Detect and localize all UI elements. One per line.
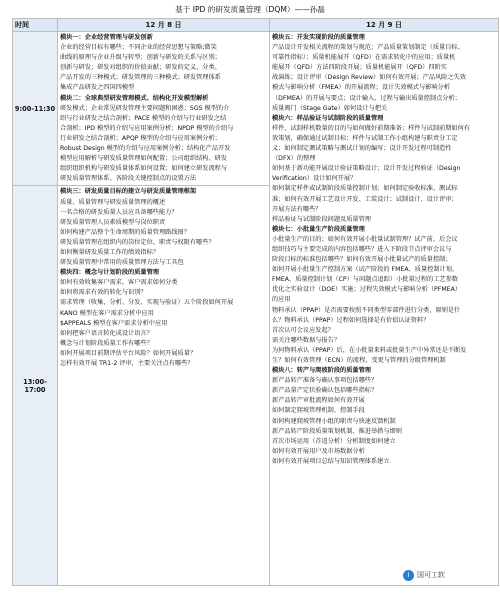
module-heading: 模块八：转产与爬坡阶段的质量管理 <box>272 367 371 375</box>
module-heading: 模块六：样品验证与试制阶段的质量管理 <box>272 114 384 122</box>
list-item: 模型应用解析与研发质量管理如何配置；公司组织结构、研发 <box>60 155 228 163</box>
list-item: 需关注哪些数据与报告？ <box>272 336 341 344</box>
list-item: $APPEALS 模型在客户需求分析中应用 <box>60 319 168 327</box>
header-day1: 12 月 8 日 <box>58 19 270 32</box>
list-item: 战演练；设计评审（Design Review）如何有效开展；产品风险之失效 <box>272 74 466 82</box>
list-item: 组织技巧与主要完成的内容包括哪些？进入下阶段节点评审会议与 <box>272 245 452 253</box>
list-item: 研发质量管理体系、各阶段关键控制点的设置方法 <box>60 175 197 183</box>
module-heading: 模块二：全球典型研发管理模式、结构化开发模型解析 <box>60 94 209 102</box>
list-item: 新产品转产阶段质量策划机制、推进举措与细则 <box>272 427 402 435</box>
list-item: 物料承认（PPAP）是否需要按照不同类型零部件进行分类，原则是什 <box>272 306 461 314</box>
list-item: 生？如何有效管理（ECN）的流程、变更与管理的分级管理机制 <box>272 357 446 364</box>
list-item: 如何有效收集客户需求，客户需求如何分类 <box>60 279 178 287</box>
list-item: Verification）设计如何开展？ <box>272 175 357 183</box>
list-item: 如何制定爬坡管理机制、控制手段 <box>272 407 365 415</box>
list-item: KANO 模型在客户需求分析中应用 <box>60 309 154 317</box>
module-heading: 模块三：研发质量目标的建立与研发质量管理框架 <box>60 188 197 196</box>
list-item: 集成产品研发之四国四模型 <box>60 84 135 92</box>
list-item: 研发质量管理中常用的质量管理方法与工具包 <box>60 259 184 267</box>
table-row-morning <box>13 32 499 186</box>
module-heading: 模块四：概念与计划阶段的质量管理 <box>60 269 159 277</box>
table-header-row <box>13 19 499 32</box>
list-item: 样件、试制样机数量的目的与如何做好前期准备；样件与试制前期如何有 <box>272 124 470 132</box>
list-item: 曲线的原理与企业升级与转型；创新与研发的关系与区别； <box>60 54 221 62</box>
list-item: 准；如何有效开展工艺设计开发、工装设计；试制设计、设计评审； <box>272 195 458 203</box>
time-cell-afternoon: 13:00-17:00 <box>13 186 58 586</box>
list-item: 如何将需求有效的转化与识别？ <box>60 289 147 297</box>
list-item: （DFX）的整理 <box>272 155 316 163</box>
list-item: 首次市场运用（首返分析）分析制度如何建立 <box>272 437 396 445</box>
list-item: 质量阀门（Stage Gate）如何设计与把关 <box>272 104 388 112</box>
list-item: 开展方法有哪些？ <box>272 205 322 213</box>
list-item: 如何把客户语言转化成设计语言？ <box>60 329 153 337</box>
page-title: 基于 IPD 的研发质量管理（DQM）——孙磊 <box>175 5 325 14</box>
list-item: 怎样有效开展 TR1-2 评审，主要关注点有哪些？ <box>60 360 194 367</box>
list-item: 产品设计开发相关流程的策划与规范；产品质量策划制定（质量目标、 <box>272 44 464 52</box>
list-item: 如何开展小批量生产控制方案（试产阶段的 FMEA、质量控制计划、 <box>272 266 459 274</box>
list-item: 新产品转产审批流程如何有效开展 <box>272 397 365 405</box>
list-item: 组织组织机构与研发质量体系如何设置；如何建立研发流程与 <box>60 165 228 173</box>
list-item: 一名合格的研发质量人员应具备哪些能力？ <box>60 208 178 216</box>
list-item: 企业的经营目标有哪些；不同企业的经营思想与策略;微笑 <box>60 44 217 52</box>
list-item: 模式与影响分析（FMEA）的开展流程；设计失效模式与影响分析 <box>272 84 450 92</box>
list-item: 质量、质量管理与研发质量管理的概述 <box>60 198 166 206</box>
list-item: 研发质量管理人员素质模型与岗位职责 <box>60 218 166 226</box>
list-item: 为何物料承认（PPAP）后，在小批量来料或批量生产中异常还是不断发 <box>272 346 467 354</box>
day1-morning-cell <box>58 32 270 186</box>
list-item: 新产品量产定状验确认包括哪些指标？ <box>272 387 378 395</box>
schedule-table <box>12 18 499 586</box>
day1-afternoon-cell <box>58 186 270 586</box>
list-item: FMEA、质量控制计划（CP）与问题点追踪）小批量过程的工艺参数 <box>272 276 458 284</box>
list-item: 能展开（QFD）方法四阶段开展；质量机能展开（QFD）四阶实 <box>272 64 447 72</box>
list-item: 行业研发之结合剖析；APQP 模型的介绍与应用案例分析； <box>60 134 221 142</box>
list-item: 需求管理（收集、分析、分发、实现与验证）五个阶段如何开展 <box>60 299 234 307</box>
list-item: 义；如何制定测试策略与测试计划的编写；设计开发过程可制造性 <box>272 145 452 153</box>
list-item: 小批量生产的目的；如何有效开展小批量试制管理？试产前、后会议 <box>272 235 458 243</box>
list-item: 绍与行业研发之结合剖析；PACE 模型的介绍与行业研发之结 <box>60 114 227 122</box>
list-item: 如何开展项目前期评估平台风险？如何开展质量？ <box>60 349 197 357</box>
list-item: 如何基于新功能开展设计验证策略设计；设计开发过程验证（Design <box>272 165 461 173</box>
list-item: 可靠性指标）；质量机能展开（QFD）在需求转化中的应用；质量机 <box>272 54 456 62</box>
list-item: 如何有效开展用户及市场数据分析 <box>272 447 365 455</box>
header-day2: 12 月 9 日 <box>270 19 499 32</box>
list-item: 阶段目标的标准包括哪些？如何有效开展小批量试产的质量控制； <box>272 256 452 264</box>
list-item: 创新与研发；研发对组织的价值贡献；研发的定义、分类、 <box>60 64 221 72</box>
list-item: 如何构建爬坡管理小组的职责与快速反馈机制 <box>272 417 396 425</box>
list-item: 么？物料承认（PPAP）过程如何选择是有价值认证资料？ <box>272 316 430 324</box>
module-heading: 模块七：小批量生产阶段质量管理 <box>272 225 365 233</box>
list-item: 合剖析；IPD 模型的介绍与应用案例分析；NPDP 模型的介绍与 <box>60 124 234 132</box>
list-item: 优化之实验设计（DOE）实施；过程失效模式与影响分析（PFMEA） <box>272 286 462 294</box>
list-item: 概念与计划阶段质量工作有哪些？ <box>60 339 153 347</box>
list-item: 产品开发的三种模式；研发管理的三种模式；研发管理体系 <box>60 74 221 82</box>
header-time: 时间 <box>13 19 58 32</box>
list-item: 如何构建产品整个生命周期的质量管理路线图？ <box>60 228 190 236</box>
time-cell-morning: 9:00-11:30 <box>13 32 58 186</box>
list-item: 的应用 <box>272 296 291 304</box>
day2-cell <box>270 32 499 586</box>
list-item: 如何有效开展项目总结与知识管理体系建立 <box>272 457 390 465</box>
list-item: 研发模式；企业常见研发管理主要问题和困惑；SGS 模型的介 <box>60 104 230 112</box>
list-item: 如何衡量研发质量工作的绩效指标？ <box>60 248 159 256</box>
info-icon: i <box>403 570 414 581</box>
module-heading: 模块一：企业经营管理与研发创新 <box>60 34 153 41</box>
list-item: 样品验证与试制阶段问题及质量管理 <box>272 215 371 223</box>
watermark-text: 国可工软 <box>417 571 445 579</box>
list-item: （DFMEA）的开展与要点；设计输入、过程与输出质量控制点分析； <box>272 94 461 102</box>
list-item: 研发质量管理在组织内的岗位定位、职责与权限有哪些？ <box>60 238 215 246</box>
module-heading: 模块五：开发实现阶段的质量管理 <box>272 34 365 41</box>
list-item: Robust Design 模型的介绍与应用案例分析；结构化产品开发 <box>60 145 231 153</box>
watermark <box>403 568 445 582</box>
list-item: 如何制定样件或试制阶段质量控制计划；如何制定验收标准、测试标 <box>272 185 458 193</box>
list-item: 新产品转产准备与确认事项包括哪些？ <box>272 377 378 385</box>
list-item: 效策划，确保通过试制目标；样件与试制工作小组构建与职责分工定 <box>272 134 458 142</box>
list-item: 首次认可会议应发起？ <box>272 326 334 334</box>
